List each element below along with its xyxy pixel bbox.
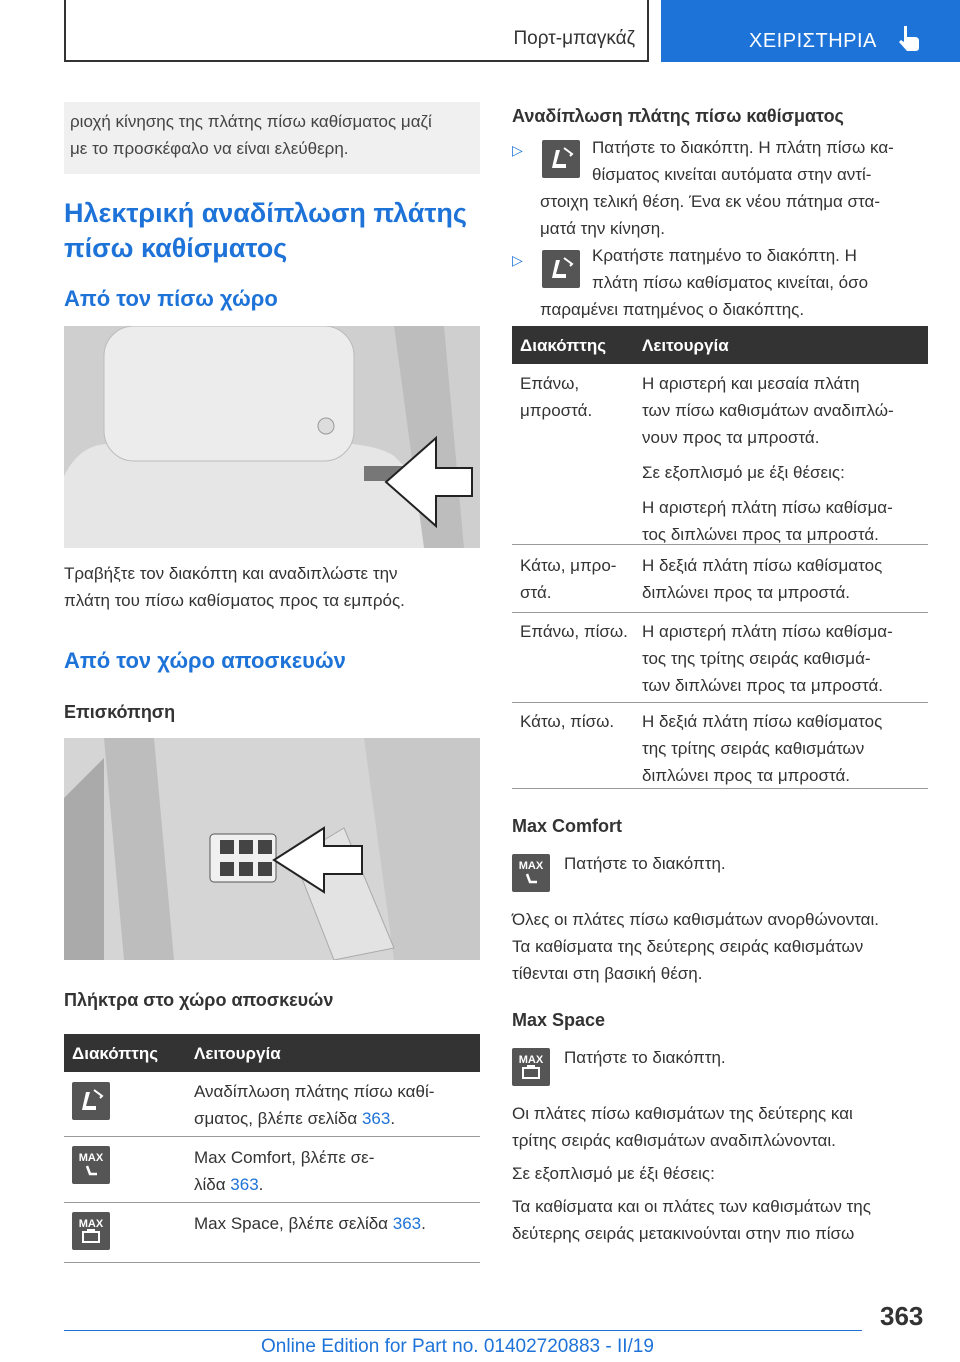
headrest-photo [64,326,480,548]
max-comfort-title: Max Comfort [512,816,623,836]
punctuation: . [258,1175,264,1194]
function-table-header [512,326,928,364]
row-function-line: Αναδίπλωση πλάτης πίσω καθί- [194,1082,435,1101]
row-function-line: Σε εξοπλισμό με έξι θέσεις: [642,463,845,482]
row-function-line: διπλώνει προς τα μπροστά. [642,766,851,785]
max-space-text [512,1100,932,1247]
note-line: με το προσκέφαλο να είναι ελεύθερη. [70,139,349,158]
max-space-step: Πατήστε το διακόπτη. [564,1048,726,1067]
instruction-rear [64,560,480,614]
row-function-line: Η δεξιά πλάτη πίσω καθίσματος [642,556,883,575]
col-function-header: Λειτουργία [642,336,729,355]
footer-edition: Online Edition for Part no. 01402720883 - II/19 [261,1336,654,1357]
warning-note-box [64,102,480,174]
col-switch-header: Διακόπτης [520,336,607,355]
text-line: θίσματος κινείται αυτόματα στην αντί- [592,165,872,184]
text-line: δεύτερης σειράς μετακινούνται στην πιο πίσω [512,1224,855,1243]
punctuation: . [390,1109,396,1128]
row-function-line: των πίσω καθισμάτων αναδιπλώ- [642,401,894,420]
header-chapter-tab [661,0,960,62]
svg-text:MAX: MAX [78,1218,104,1230]
table-row [512,702,928,789]
table-row [64,1072,480,1137]
table-row [512,364,928,545]
max-space-title: Max Space [512,1010,606,1030]
max-comfort-icon [72,1146,110,1184]
row-function-line: τος διπλώνει προς τα μπροστά. [642,525,879,544]
text-line: πλάτη πίσω καθίσματος κινείται, όσο [592,273,869,292]
header-section-tab [64,0,649,62]
luggage-switch-photo [64,738,480,960]
seat-fold-icon [542,250,580,288]
right-heading: Αναδίπλωση πλάτης πίσω καθίσματος [512,106,844,126]
luggage-illustration [64,738,480,960]
col-function-header: Λειτουργία [194,1044,281,1063]
step1-text-a [592,134,932,188]
row-function-line: Η δεξιά πλάτη πίσω καθίσματος [642,712,883,731]
note-line: ριοχή κίνησης της πλάτης πίσω καθίσματος μαζί [70,112,432,131]
table-row [64,1202,480,1263]
text-line: Τα καθίσματα της δεύτερης σειράς καθισμάτων [512,937,864,956]
section-title-line: πίσω καθίσματος [64,233,288,263]
text-line: τρίτης σειράς καθισμάτων αναδιπλώνονται. [512,1131,836,1150]
text-line: Οι πλάτες πίσω καθισμάτων της δεύτερης και [512,1104,853,1123]
step2-text-a [592,242,932,296]
header-chapter-label: ΧΕΙΡΙΣΤΗΡΙΑ [749,30,877,52]
row-switch-line: στά. [520,583,552,602]
step-marker-icon: ▷ [512,142,523,158]
text-line: τίθενται στη βασική θέση. [512,964,703,983]
row-switch-line: Κάτω, πίσω. [520,712,615,731]
row-function-line: νουν προς τα μπροστά. [642,428,820,447]
page-number: 363 [880,1301,924,1331]
text-line: παραμένει πατημένος ο διακόπτης. [540,300,805,319]
max-comfort-step: Πατήστε το διακόπτη. [564,854,726,873]
table-row [512,544,928,613]
seat-fold-icon [542,140,580,178]
section-title-line: Ηλεκτρική αναδίπλωση πλάτης [64,198,467,228]
hand-pointer-icon [895,24,921,52]
col-switch-header: Διακόπτης [72,1044,159,1063]
switch-table-header [64,1034,480,1072]
row-function-line: Η αριστερή και μεσαία πλάτη [642,374,860,393]
headrest-illustration [64,326,480,548]
page-link[interactable]: 363 [392,1214,422,1233]
svg-text:MAX: MAX [518,1054,544,1066]
row-switch-line: μπροστά. [520,401,593,420]
row-function-line: διπλώνει προς τα μπροστά. [642,583,851,602]
page-link[interactable]: 363 [230,1175,259,1194]
row-function-line: Η αριστερή πλάτη πίσω καθίσμα- [642,622,893,641]
text-line: Πατήστε το διακόπτη. Η πλάτη πίσω κα- [592,138,894,157]
subheading-luggage: Από τον χώρο αποσκευών [64,648,346,673]
image-caption: Πλήκτρα στο χώρο αποσκευών [64,990,334,1010]
max-comfort-icon [512,854,550,892]
text-line: Σε εξοπλισμό με έξι θέσεις: [512,1164,715,1183]
row-function-line: Max Space, βλέπε σελίδα [194,1214,393,1233]
step-marker-icon: ▷ [512,252,523,268]
section-title [64,196,480,266]
row-function-line: τος της τρίτης σειράς καθισμά- [642,649,871,668]
row-switch-line: Κάτω, μπρο- [520,556,617,575]
overview-label: Επισκόπηση [64,702,176,722]
row-function-line: λίδα [194,1175,231,1194]
row-function-line: σματος, βλέπε σελίδα [194,1109,362,1128]
text-line: Κρατήστε πατημένο το διακόπτη. Η [592,246,857,265]
header-section-label: Πορτ-μπαγκάζ [513,28,635,49]
subheading-rear: Από τον πίσω χώρο [64,286,278,311]
text-line: Τραβήξτε τον διακόπτη και αναδιπλώστε την [64,564,398,583]
table-row [512,612,928,703]
text-line: στοιχη τελική θέση. Ένα εκ νέου πάτημα στα- [540,192,880,211]
punctuation: . [421,1214,426,1233]
row-switch-line: Επάνω, [520,374,580,393]
text-line: Τα καθίσματα και οι πλάτες των καθισμάτων της [512,1197,871,1216]
row-function-line: των διπλώνει προς τα μπροστά. [642,676,883,695]
svg-text:MAX: MAX [78,1152,104,1164]
text-line: ματά την κίνηση. [540,219,665,238]
row-function-line: Max Comfort, βλέπε σε- [194,1148,375,1167]
max-comfort-text [512,906,932,987]
table-row [64,1136,480,1203]
text-line: πλάτη του πίσω καθίσματος προς τα εμπρός. [64,591,405,610]
page-link[interactable]: 363 [361,1109,391,1128]
step2-text-b [540,296,932,323]
row-switch-line: Επάνω, πίσω. [520,622,628,641]
row-function-line: της τρίτης σειράς καθισμάτων [642,739,865,758]
max-space-icon [72,1212,110,1250]
row-function-line: Η αριστερή πλάτη πίσω καθίσμα- [642,498,893,517]
text-line: Όλες οι πλάτες πίσω καθισμάτων ανορθώνονται. [512,910,879,929]
footer-divider [64,1330,862,1331]
svg-text:MAX: MAX [518,860,544,872]
step1-text-b [540,188,932,242]
max-space-icon [512,1048,550,1086]
seat-fold-icon [72,1082,110,1120]
